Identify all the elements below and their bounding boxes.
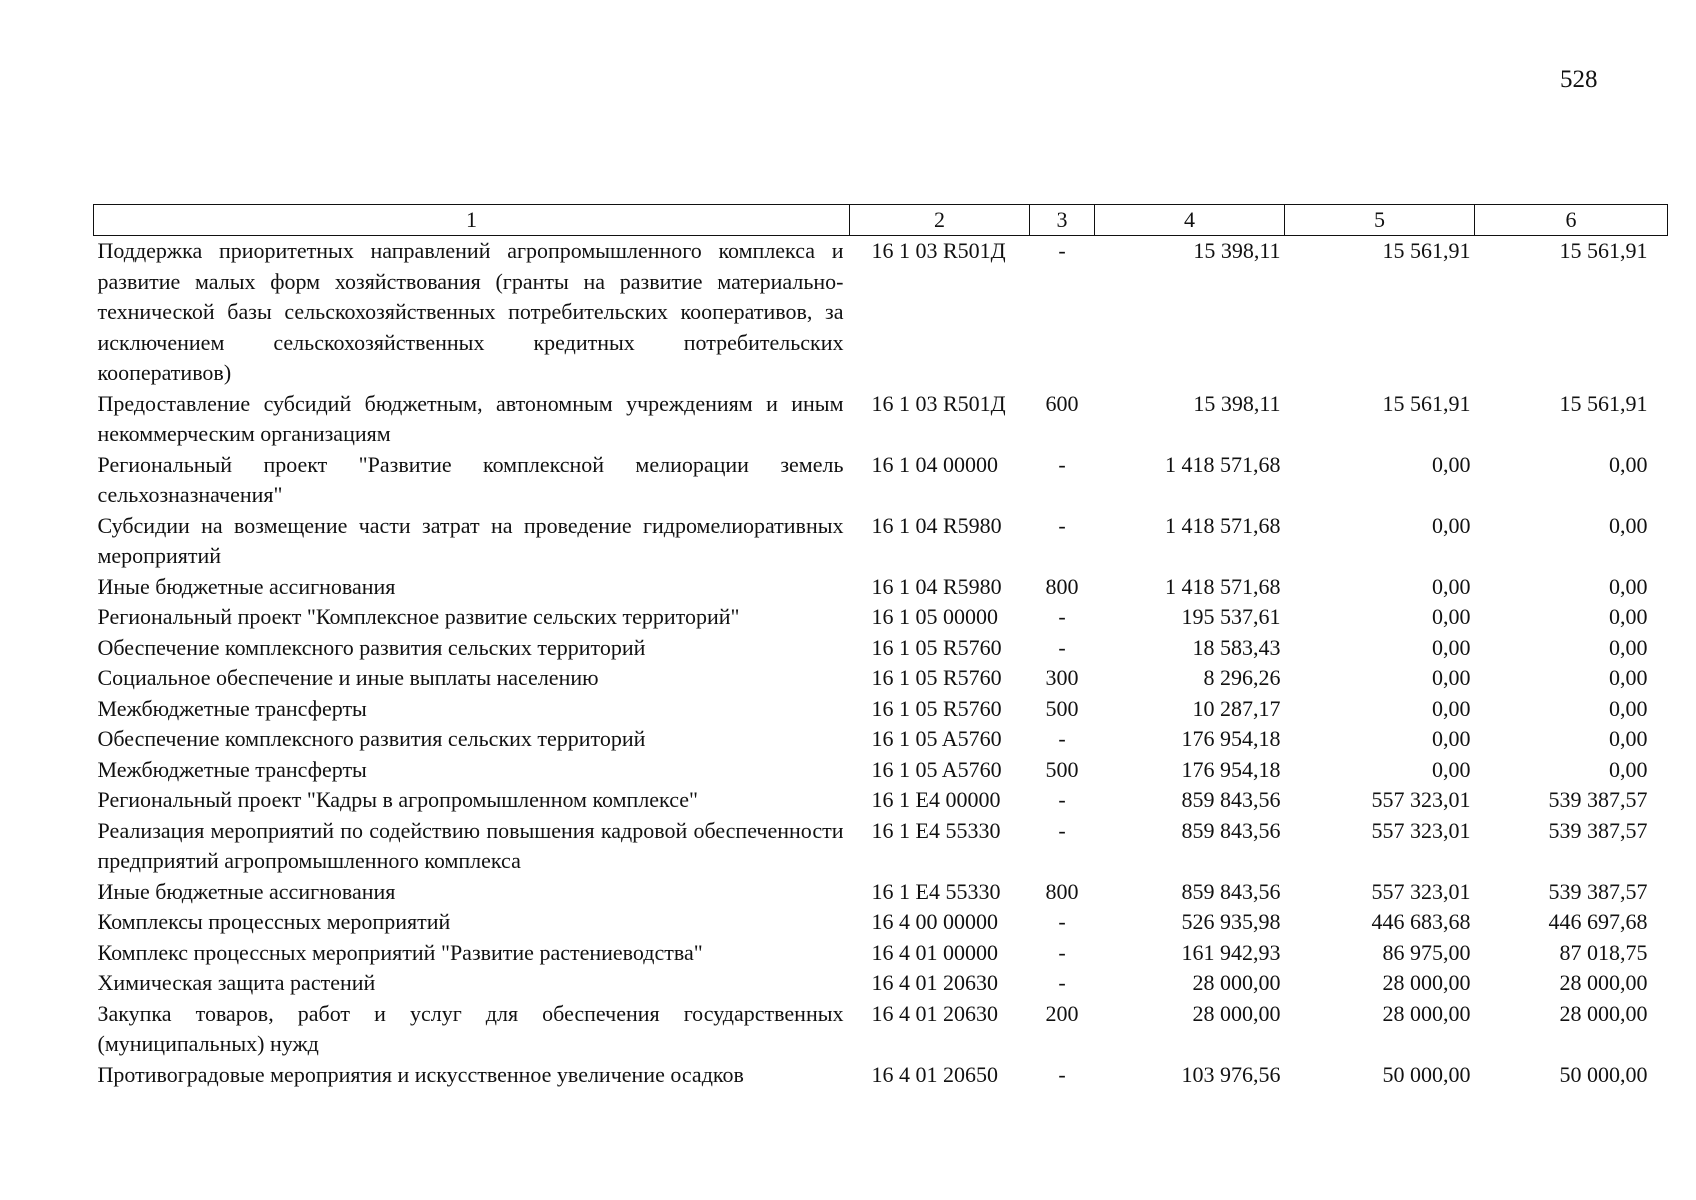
row-value-col4: 15 398,11 [1193, 238, 1281, 263]
row-value-col4: 28 000,00 [1192, 970, 1281, 995]
row-code: 16 1 04 R5980 [871, 573, 1002, 599]
row-expense-type: - [1058, 604, 1066, 629]
row-value-col5: 15 561,91 [1382, 390, 1471, 416]
row-code: 16 4 01 20630 [871, 970, 998, 995]
row-value-col4: 1 418 571,68 [1165, 573, 1281, 599]
row-value-col6: 0,00 [1609, 573, 1648, 599]
row-expense-type: - [1058, 238, 1066, 263]
row-value-col5: 0,00 [1432, 573, 1471, 599]
row-expense-type: 500 [1045, 695, 1079, 721]
row-value-col4: 526 935,98 [1181, 909, 1281, 934]
table-row [94, 572, 1668, 603]
row-code: 16 1 04 R5980 [871, 512, 1002, 538]
row-expense-type: 300 [1045, 665, 1079, 690]
row-value-col6: 87 018,75 [1559, 939, 1648, 965]
row-code: 16 1 05 R5760 [871, 695, 1002, 721]
row-code: 16 1 05 R5760 [871, 665, 1002, 690]
row-value-col4: 18 583,43 [1192, 634, 1281, 660]
table-row [94, 999, 1668, 1060]
table-row [94, 1060, 1668, 1091]
row-name: Межбюджетные трансферты [97, 695, 367, 721]
table-row [94, 877, 1668, 908]
row-value-col5: 446 683,68 [1371, 909, 1471, 934]
row-value-col6: 0,00 [1609, 604, 1648, 629]
row-value-col4: 176 954,18 [1181, 756, 1281, 782]
table-row [94, 724, 1668, 755]
row-name: Иные бюджетные ассигнования [97, 573, 396, 599]
row-value-col4: 859 843,56 [1181, 787, 1281, 812]
row-name: Химическая защита растений [97, 970, 376, 995]
row-value-col5: 28 000,00 [1382, 970, 1471, 995]
row-value-col6: 0,00 [1609, 665, 1648, 690]
row-expense-type: - [1058, 970, 1066, 995]
row-value-col4: 15 398,11 [1193, 390, 1281, 416]
row-value-col6: 0,00 [1609, 512, 1648, 538]
row-name: Комплексы процессных мероприятий [97, 909, 451, 934]
header-row [94, 205, 1668, 236]
budget-table [93, 204, 1668, 1090]
header-col-5: 5 [1285, 205, 1475, 236]
row-code: 16 4 00 00000 [871, 909, 998, 934]
row-value-col6: 0,00 [1609, 451, 1648, 477]
row-name: Реализация мероприятий по содействию повышения кадровой обеспеченности предприятий агропромышленного комплекса [97, 817, 844, 873]
row-code: 16 4 01 20630 [871, 1000, 998, 1026]
row-expense-type: - [1058, 817, 1066, 843]
row-code: 16 1 E4 55330 [871, 878, 1001, 904]
row-value-col5: 0,00 [1432, 695, 1471, 721]
row-value-col5: 0,00 [1432, 665, 1471, 690]
row-code: 16 4 01 20650 [871, 1061, 998, 1087]
row-value-col5: 557 323,01 [1371, 817, 1471, 843]
table-row [94, 785, 1668, 816]
table-row [94, 511, 1668, 572]
row-value-col5: 15 561,91 [1382, 238, 1471, 263]
row-code: 16 1 E4 00000 [871, 787, 1001, 812]
row-value-col4: 1 418 571,68 [1165, 512, 1281, 538]
row-value-col4: 8 296,26 [1203, 665, 1281, 690]
row-value-col4: 10 287,17 [1192, 695, 1281, 721]
row-code: 16 1 03 R501Д [871, 390, 1006, 416]
table-row [94, 907, 1668, 938]
row-code: 16 1 05 R5760 [871, 634, 1002, 660]
header-col-1: 1 [94, 205, 850, 236]
row-value-col6: 0,00 [1609, 726, 1648, 751]
row-code: 16 1 05 00000 [871, 604, 998, 629]
row-value-col4: 103 976,56 [1181, 1061, 1281, 1087]
header-col-6: 6 [1475, 205, 1668, 236]
table-row [94, 389, 1668, 450]
row-name: Поддержка приоритетных направлений агропромышленного комплекса и развитие малых форм хозяйствования (гранты на развитие материально-технической базы сельскохозяйственных потребительских кооперативов, за исключением сельскохозяйственных кредитных потребительских кооперативов) [97, 238, 844, 385]
row-name: Комплекс процессных мероприятий "Развитие растениеводства" [97, 939, 703, 965]
row-name: Региональный проект "Комплексное развитие сельских территорий" [97, 604, 740, 629]
header-col-2: 2 [850, 205, 1030, 236]
row-expense-type: - [1058, 939, 1066, 965]
row-name: Межбюджетные трансферты [97, 756, 367, 782]
row-expense-type: - [1058, 634, 1066, 660]
row-code: 16 1 05 A5760 [871, 756, 1002, 782]
row-expense-type: - [1058, 909, 1066, 934]
row-value-col6: 50 000,00 [1559, 1061, 1648, 1087]
table-header [94, 205, 1668, 236]
table-row [94, 968, 1668, 999]
table-body [94, 236, 1668, 1091]
row-value-col5: 86 975,00 [1382, 939, 1471, 965]
row-value-col4: 28 000,00 [1192, 1000, 1281, 1026]
row-value-col5: 28 000,00 [1382, 1000, 1471, 1026]
row-name: Обеспечение комплексного развития сельских территорий [97, 726, 646, 751]
row-value-col5: 0,00 [1432, 756, 1471, 782]
row-code: 16 1 05 A5760 [871, 726, 1002, 751]
row-value-col4: 161 942,93 [1181, 939, 1281, 965]
row-expense-type: - [1058, 726, 1066, 751]
row-value-col4: 195 537,61 [1181, 604, 1281, 629]
row-code: 16 4 01 00000 [871, 939, 998, 965]
row-value-col5: 557 323,01 [1371, 878, 1471, 904]
row-name: Региональный проект "Развитие комплексной мелиорации земель сельхозназначения" [97, 451, 844, 507]
row-value-col6: 28 000,00 [1559, 970, 1648, 995]
row-expense-type: 500 [1045, 756, 1079, 782]
row-name: Закупка товаров, работ и услуг для обеспечения государственных (муниципальных) нужд [97, 1000, 844, 1056]
row-value-col6: 446 697,68 [1548, 909, 1648, 934]
table-row [94, 236, 1668, 389]
row-expense-type: - [1058, 451, 1066, 477]
row-name: Предоставление субсидий бюджетным, автономным учреждениям и иным некоммерческим организациям [97, 390, 844, 446]
row-value-col6: 0,00 [1609, 634, 1648, 660]
row-value-col6: 0,00 [1609, 695, 1648, 721]
row-expense-type: - [1058, 1061, 1066, 1087]
row-value-col4: 859 843,56 [1181, 817, 1281, 843]
row-value-col5: 557 323,01 [1371, 787, 1471, 812]
row-expense-type: 800 [1045, 573, 1079, 599]
row-value-col5: 0,00 [1432, 726, 1471, 751]
row-value-col4: 176 954,18 [1181, 726, 1281, 751]
row-value-col6: 539 387,57 [1548, 787, 1648, 812]
table-row [94, 633, 1668, 664]
row-value-col5: 50 000,00 [1382, 1061, 1471, 1087]
row-name: Обеспечение комплексного развития сельских территорий [97, 634, 646, 660]
row-code: 16 1 03 R501Д [871, 238, 1006, 263]
row-value-col4: 859 843,56 [1181, 878, 1281, 904]
table-row [94, 602, 1668, 633]
row-value-col6: 539 387,57 [1548, 878, 1648, 904]
row-value-col6: 539 387,57 [1548, 817, 1648, 843]
row-expense-type: - [1058, 787, 1066, 812]
header-col-3: 3 [1030, 205, 1095, 236]
row-value-col6: 28 000,00 [1559, 1000, 1648, 1026]
table-row [94, 694, 1668, 725]
table-row [94, 755, 1668, 786]
header-col-4: 4 [1095, 205, 1285, 236]
row-value-col6: 0,00 [1609, 756, 1648, 782]
row-code: 16 1 E4 55330 [871, 817, 1001, 843]
row-expense-type: 600 [1045, 390, 1079, 416]
row-value-col5: 0,00 [1432, 604, 1471, 629]
page-number: 528 [1560, 66, 1598, 93]
row-expense-type: 800 [1045, 878, 1079, 904]
row-value-col6: 15 561,91 [1559, 390, 1648, 416]
row-code: 16 1 04 00000 [871, 451, 998, 477]
row-value-col5: 0,00 [1432, 512, 1471, 538]
row-expense-type: - [1058, 512, 1066, 538]
table-row [94, 663, 1668, 694]
table-row [94, 938, 1668, 969]
row-value-col5: 0,00 [1432, 634, 1471, 660]
row-value-col5: 0,00 [1432, 451, 1471, 477]
row-name: Социальное обеспечение и иные выплаты населению [97, 665, 599, 690]
table-row [94, 816, 1668, 877]
row-name: Региональный проект "Кадры в агропромышленном комплексе" [97, 787, 698, 812]
row-value-col4: 1 418 571,68 [1165, 451, 1281, 477]
table-row [94, 450, 1668, 511]
row-expense-type: 200 [1045, 1000, 1079, 1026]
row-name: Противоградовые мероприятия и искусственное увеличение осадков [97, 1061, 744, 1087]
row-name: Иные бюджетные ассигнования [97, 878, 396, 904]
row-name: Субсидии на возмещение части затрат на проведение гидромелиоративных мероприятий [97, 512, 844, 568]
row-value-col6: 15 561,91 [1559, 238, 1648, 263]
